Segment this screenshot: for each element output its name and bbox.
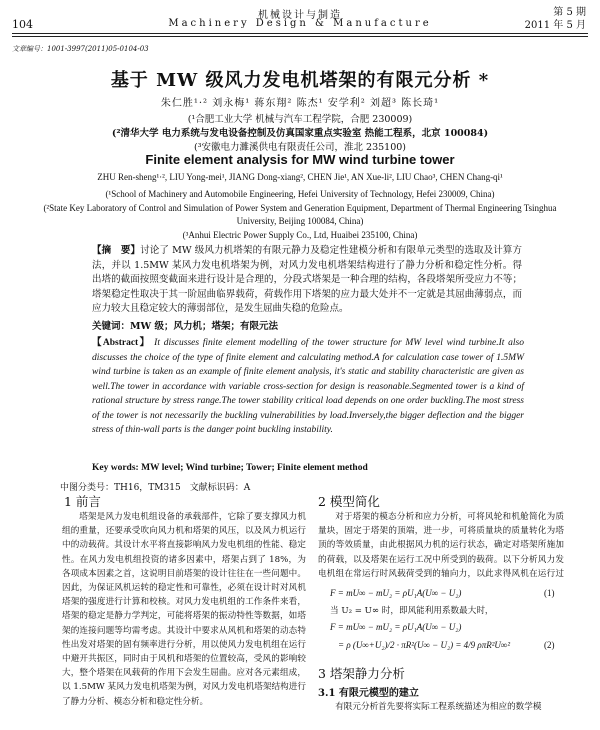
section-static-heading: 3 塔架静力分析 — [318, 666, 405, 681]
equation-note: 当 U₂ = U∞ 时，即风能利用系数最大时， — [330, 606, 494, 616]
section-model-heading: 2 模型简化 — [318, 494, 380, 509]
abstract-en-label: 【Abstract】 — [92, 338, 151, 348]
equation-2-number: (2) — [544, 640, 555, 650]
equation-2b: = ρ (U∞+U₂)/2 · πR²(U∞ − U₂) = 4/9 ρπR²U∞² — [338, 640, 511, 650]
abstract-zh-label: 【摘 要】 — [92, 245, 141, 256]
affiliation-en-3: (³Anhui Electric Power Supply Co., Ltd, Huaibei 235100, China) — [182, 230, 418, 240]
abstract-en — [92, 336, 524, 438]
issue-info — [525, 6, 586, 32]
issue-date: 2011 年 5 月 — [524, 20, 586, 31]
keywords-en: Key words: MW level; Wind turbine; Tower; Finite element method — [92, 463, 368, 473]
subsection-31-heading: 3.1 有限元模型的建立 — [318, 688, 419, 699]
affiliation-zh-2: (²清华大学 电力系统与发电设备控制及仿真国家重点实验室 热能工程系，北京 100084) — [111, 128, 489, 139]
issue-number: 第 5 期 — [553, 7, 586, 18]
article-number: 文章编号：1001-3997(2011)05-0104-03 — [12, 45, 149, 53]
header-rule — [12, 33, 588, 34]
authors-en: ZHU Ren-sheng¹·², LIU Yong-mei¹, JIANG Dong-xiang², CHEN Jie¹, AN Xue-li², LIU Chao³, CHEN Chang-qi¹ — [97, 172, 503, 182]
affiliation-zh-3: (³安徽电力濉溪供电有限责任公司，淮北 235100) — [193, 142, 406, 153]
abstract-zh-text: 讨论了 MW 级风力机塔架的有限元静力及稳定性建模分析和有限单元类型的选取及计算方法，并以 1.5MW 某风力发电机塔架为例，对风力发电机塔架结构进行了静力分析和稳定性分析。得出塔的截面按照变截面来进行设计是合理的，分段式塔架是一种合理的结构，各段塔架所受应力不等；塔架稳定性取决于其一阶屈曲临界载荷，荷载作用下塔架的应力最大处并不一定就是其屈曲薄弱点，而应力较大且稳定较大的薄弱部位，是发生屈曲失稳的危险点。 — [92, 245, 522, 314]
equation-2a: F = mU∞ − mU₂ = ρU₁A(U∞ − U₂) — [330, 622, 462, 632]
journal-title-zh: 机械设计与制造 — [258, 10, 342, 21]
section-intro-heading: 1 前言 — [64, 494, 101, 509]
abstract-zh — [92, 244, 522, 317]
subsection-31-text: 有限元分析首先要将实际工程系统描述为相应的数学模 — [335, 702, 542, 712]
authors-zh: 朱仁胜¹·² 刘永梅¹ 蒋东翔² 陈杰¹ 安学利² 刘超³ 陈长琦¹ — [160, 98, 440, 109]
title-zh: 基于 MW 级风力发电机塔架的有限元分析 * — [110, 70, 490, 91]
section-intro-text: 塔架是风力发电机组设备的承载部件，它除了要支撑风力机组的重量，还要承受吹向风力机和塔架的风压，以及风力机运行中的动载荷。其设计水平将直接影响风力发电机组的性能、稳定性。在风力发电机组投资的诸多因素中，塔架占到了 18%，为各项成本因素之首，这说明目前塔架的设计往往在一些问题中。因此，为保证风机运转的稳定性和可靠性，必须在设计时对风机塔架的强度进行计算和校核。对风力发电机组的工作条件来看，塔架的稳定是静力学判定，可能将塔架的振动特性等数据，如塔架的连接问题等均需考虑。其设计中要求从风机和塔架的动态特性出发对塔架的固有频率进行分析，用以使风力发电机组在运行中避开共振区，同时由于风机和塔架的位置较高，受风的影响较大，整个塔架在风载荷的作用下会发生屈曲。应对各元素组成，以 1.5MW 某风力发电机塔架为例，对风力发电机塔架结构进行了静力分析、模态分析和稳定性分析。 — [62, 512, 306, 707]
page-number: 104 — [12, 18, 33, 31]
equation-1: F = mU∞ − mU₂ = ρU₁A(U∞ − U₂) — [330, 588, 462, 598]
keywords-zh: 关键词：MW 级；风力机；塔架；有限元法 — [92, 321, 278, 332]
affiliation-en-2: (²State Key Laboratory of Control and Simulation of Power System and Generation Equipment, Department of Thermal Engineering Tsinghua University, Beijing 100084, China) — [43, 203, 557, 226]
equation-1-number: (1) — [544, 588, 555, 598]
affiliation-en-1: (¹School of Machinery and Automobile Engineering, Hefei University of Technology, Hefei 230009, China) — [105, 189, 495, 199]
classification: 中图分类号：TH16，TM315 文献标识码：A — [60, 483, 251, 493]
section-model-text: 对于塔架的模态分析和应力分析，可将风轮和机舱简化为质量块，固定于塔架的顶端，进一步，可将质量块的质量转化为塔顶的等效质量，由此根据风力机的运行状态，确定对塔架所施加的荷载，以及塔架在运行工况中所受到的载荷。以下分析风力发电机组在常运行时风载荷受到的轴向力，以此求得风机在运行过 — [318, 512, 564, 579]
header-rule-thin — [12, 36, 588, 37]
journal-title-en: Machinery Design & Manufacture — [168, 18, 432, 29]
affiliation-zh-1: (¹合肥工业大学 机械与汽车工程学院，合肥 230009) — [187, 114, 413, 125]
abstract-en-text: It discusses finite element modelling of the tower structure for MW level wind turbine.It also discusses the choice of the type of finite element and calculating method.A for calculation case tower of 1.5MW wind turbine is taken as an example of finite element analysis, it's static and stability characteristic are given as well.The tower in accordance with variable cross-section for design is reasonable.Segmented tower is a kind of rational structure by stress range.The tower stability critical load depends on one order buckling.The most stress of the tower is not necessarily the buckling vulnerabilities by load.Inversely,the bigger deflection and the bigger stress of thin-wall parts is the danger point buckling instability. — [92, 338, 524, 435]
title-en: Finite element analysis for MW wind turbine tower — [145, 152, 455, 167]
